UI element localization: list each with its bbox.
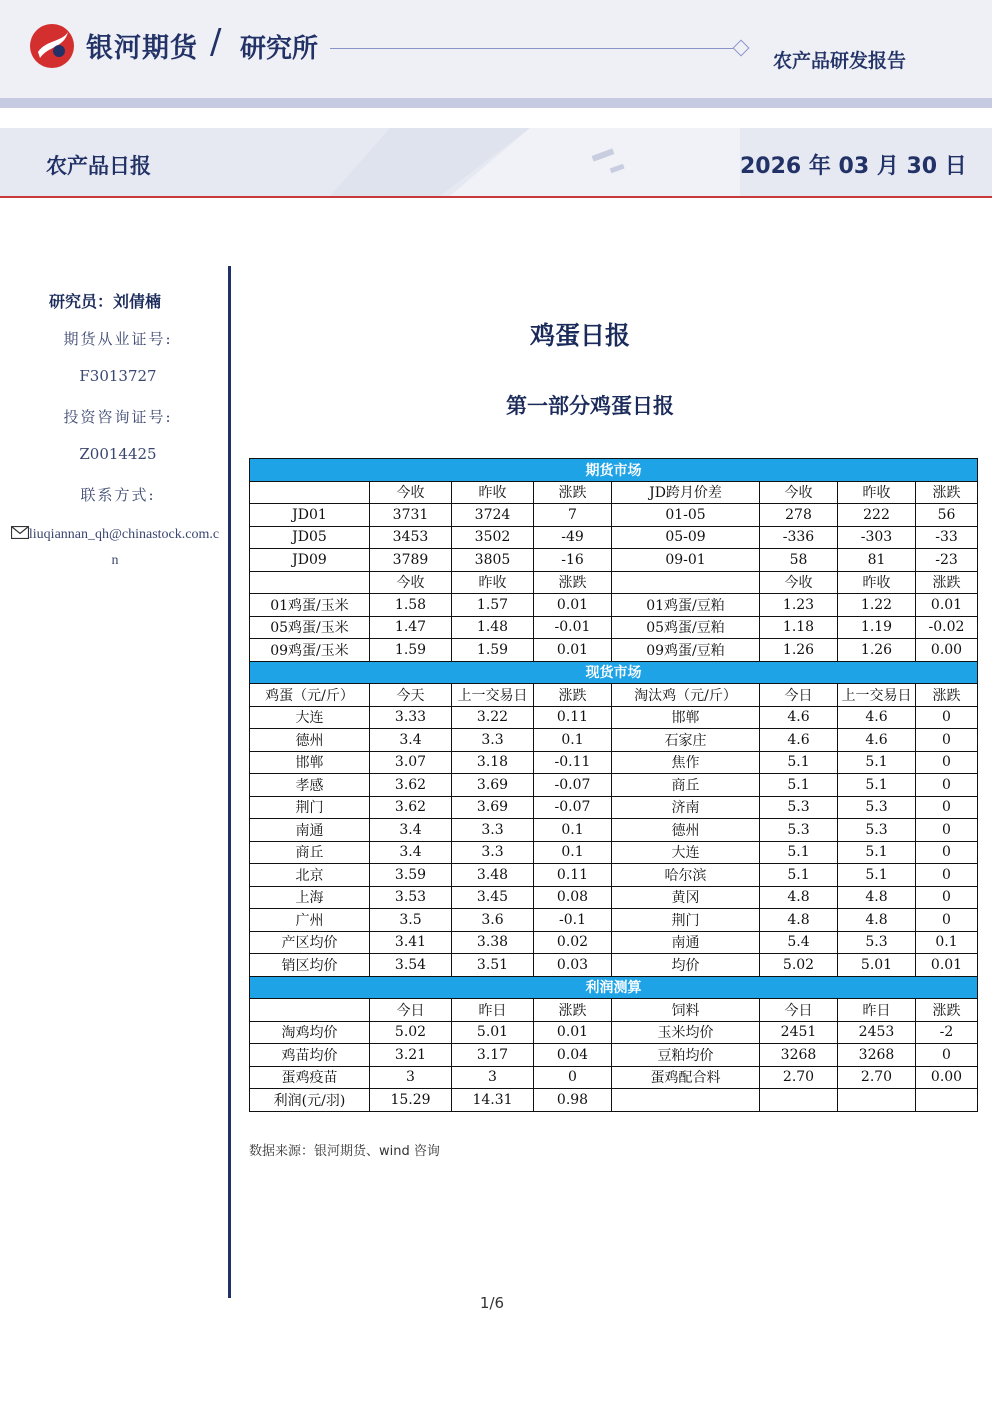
- table-cell: 3: [370, 1066, 452, 1089]
- table-cell: 今日: [760, 684, 838, 707]
- table-cell: 09-01: [612, 549, 760, 572]
- table-row: [250, 841, 978, 864]
- table-row: [250, 864, 978, 887]
- table-cell: 昨收: [452, 571, 534, 594]
- table-cell: 0.00: [916, 639, 978, 662]
- sidebar-divider: [228, 266, 231, 1298]
- table-cell: 5.1: [760, 751, 838, 774]
- table-cell: 09鸡蛋/玉米: [250, 639, 370, 662]
- table-cell: 4.6: [760, 706, 838, 729]
- table-cell: 3.07: [370, 751, 452, 774]
- table-cell: -303: [838, 526, 916, 549]
- table-cell: 15.29: [370, 1089, 452, 1112]
- table-cell: [250, 999, 370, 1022]
- table-cell: 昨收: [838, 481, 916, 504]
- table-cell: 昨收: [452, 481, 534, 504]
- table-cell: 3.3: [452, 729, 534, 752]
- table-row: [250, 504, 978, 527]
- table-cell: 3.18: [452, 751, 534, 774]
- table-cell: 3.22: [452, 706, 534, 729]
- section-title: 第一部分鸡蛋日报: [506, 394, 674, 418]
- table-cell: 3.6: [452, 909, 534, 932]
- table-row: [250, 549, 978, 572]
- table-cell: -2: [916, 1021, 978, 1044]
- table-cell: 81: [838, 549, 916, 572]
- table-cell: 北京: [250, 864, 370, 887]
- table-cell: 05鸡蛋/豆粕: [612, 616, 760, 639]
- table-cell: 5.1: [760, 841, 838, 864]
- license-label: 期货从业证号:: [63, 330, 173, 348]
- table-cell: 1.23: [760, 594, 838, 617]
- table-cell: 01鸡蛋/豆粕: [612, 594, 760, 617]
- consult-label: 投资咨询证号:: [63, 408, 173, 426]
- table-cell: 56: [916, 504, 978, 527]
- red-divider: [0, 196, 992, 198]
- table-cell: 2453: [838, 1021, 916, 1044]
- table-cell: [250, 481, 370, 504]
- table-cell: 3.41: [370, 931, 452, 954]
- table-cell: 7: [534, 504, 612, 527]
- table-cell: 5.3: [838, 819, 916, 842]
- table-cell: 5.1: [838, 774, 916, 797]
- table-cell: 今日: [370, 999, 452, 1022]
- table-cell: 0.01: [534, 1021, 612, 1044]
- spot-market-row: [250, 661, 978, 684]
- table-row: [250, 1021, 978, 1044]
- table-cell: 今天: [370, 684, 452, 707]
- table-row: [250, 909, 978, 932]
- table-row: [250, 706, 978, 729]
- table-cell: -33: [916, 526, 978, 549]
- table-cell: 0: [916, 729, 978, 752]
- table-cell: 4.8: [760, 909, 838, 932]
- header-bottom-bar: [0, 98, 992, 108]
- table-cell: 3268: [838, 1044, 916, 1067]
- table-cell: 0: [916, 841, 978, 864]
- table-cell: 涨跌: [916, 481, 978, 504]
- table-row: [250, 526, 978, 549]
- table-cell: 0: [916, 886, 978, 909]
- table-cell: 0.03: [534, 954, 612, 977]
- table-cell: 1.59: [452, 639, 534, 662]
- table-cell: -0.1: [534, 909, 612, 932]
- table-row: [250, 594, 978, 617]
- table-cell: 2.70: [838, 1066, 916, 1089]
- table-cell: 3.62: [370, 774, 452, 797]
- table-row: [250, 954, 978, 977]
- table-cell: 3.4: [370, 729, 452, 752]
- table-cell: 荆门: [612, 909, 760, 932]
- table-cell: [916, 1089, 978, 1112]
- table-cell: 1.47: [370, 616, 452, 639]
- table-cell: 5.02: [370, 1021, 452, 1044]
- table-cell: 0: [916, 796, 978, 819]
- table-cell: -23: [916, 549, 978, 572]
- table-cell: 大连: [612, 841, 760, 864]
- report-type: 农产品研发报告: [773, 50, 907, 72]
- table-cell: 1.22: [838, 594, 916, 617]
- table-cell: 5.1: [760, 864, 838, 887]
- table-cell: 0.11: [534, 706, 612, 729]
- table-cell: 09鸡蛋/豆粕: [612, 639, 760, 662]
- daily-label: 农产品日报: [46, 154, 151, 178]
- table-cell: 5.1: [760, 774, 838, 797]
- table-cell: 1.48: [452, 616, 534, 639]
- table-cell: 3.51: [452, 954, 534, 977]
- table-cell: 豆粕均价: [612, 1044, 760, 1067]
- table-cell: JD01: [250, 504, 370, 527]
- consult-number: Z0014425: [79, 445, 157, 463]
- table-cell: 0.02: [534, 931, 612, 954]
- table-cell: 05鸡蛋/玉米: [250, 616, 370, 639]
- table-cell: 0.08: [534, 886, 612, 909]
- table-cell: 德州: [250, 729, 370, 752]
- table-cell: [612, 1089, 760, 1112]
- table-row: [250, 1089, 978, 1112]
- table-cell: 济南: [612, 796, 760, 819]
- table-cell: 3.17: [452, 1044, 534, 1067]
- table-cell: 涨跌: [916, 684, 978, 707]
- table-cell: 0: [916, 751, 978, 774]
- table-cell: 4.6: [760, 729, 838, 752]
- table-cell: 222: [838, 504, 916, 527]
- table-cell: 278: [760, 504, 838, 527]
- table-cell: 蛋鸡疫苗: [250, 1066, 370, 1089]
- table-cell: 3.4: [370, 841, 452, 864]
- table-cell: JD05: [250, 526, 370, 549]
- table-cell: 0.00: [916, 1066, 978, 1089]
- table-cell: 3.21: [370, 1044, 452, 1067]
- table-cell: 4.6: [838, 729, 916, 752]
- table-cell: 0.01: [916, 594, 978, 617]
- table-cell: 荆门: [250, 796, 370, 819]
- table-cell: [250, 571, 370, 594]
- table-cell: 3731: [370, 504, 452, 527]
- table-cell: 鸡苗均价: [250, 1044, 370, 1067]
- contact-email-block: [10, 522, 220, 574]
- table-cell: 0.1: [534, 819, 612, 842]
- table-cell: 今收: [370, 571, 452, 594]
- table-cell: 涨跌: [534, 481, 612, 504]
- table-cell: 涨跌: [916, 999, 978, 1022]
- table-cell: -0.11: [534, 751, 612, 774]
- table-row: [250, 819, 978, 842]
- table-cell: 0.01: [534, 594, 612, 617]
- table-cell: 邯郸: [250, 751, 370, 774]
- table-cell: JD跨月价差: [612, 481, 760, 504]
- table-cell: 5.1: [838, 864, 916, 887]
- table-cell: 01-05: [612, 504, 760, 527]
- table-cell: 3.38: [452, 931, 534, 954]
- table-cell: 南通: [612, 931, 760, 954]
- table-cell: 上一交易日: [838, 684, 916, 707]
- table-cell: 3.4: [370, 819, 452, 842]
- table-cell: 3.69: [452, 796, 534, 819]
- table-cell: 5.01: [838, 954, 916, 977]
- table-cell: 1.19: [838, 616, 916, 639]
- table-cell: 今收: [760, 571, 838, 594]
- galaxy-logo-icon: [28, 22, 76, 70]
- table-cell: 孝感: [250, 774, 370, 797]
- table-cell: 黄冈: [612, 886, 760, 909]
- table-cell: JD09: [250, 549, 370, 572]
- table-row: [250, 751, 978, 774]
- table-cell: 2451: [760, 1021, 838, 1044]
- table-cell: 销区均价: [250, 954, 370, 977]
- table-cell: 5.1: [838, 751, 916, 774]
- table-cell: 3.5: [370, 909, 452, 932]
- table-cell: 0.01: [916, 954, 978, 977]
- license-number: F3013727: [79, 367, 157, 385]
- table-cell: 邯郸: [612, 706, 760, 729]
- table-cell: 淘鸡均价: [250, 1021, 370, 1044]
- table-cell: 涨跌: [534, 571, 612, 594]
- table-cell: 4.6: [838, 706, 916, 729]
- table-cell: 3268: [760, 1044, 838, 1067]
- table-cell: 3.45: [452, 886, 534, 909]
- futures-market-title: 期货市场: [250, 459, 978, 482]
- table-cell: 南通: [250, 819, 370, 842]
- table-cell: 5.3: [760, 796, 838, 819]
- mail-icon: [11, 526, 29, 539]
- table-cell: 4.8: [760, 886, 838, 909]
- table-cell: 3.53: [370, 886, 452, 909]
- table-cell: 3.48: [452, 864, 534, 887]
- table-row: [250, 774, 978, 797]
- table-cell: 1.57: [452, 594, 534, 617]
- table-cell: 3805: [452, 549, 534, 572]
- table-cell: 3.33: [370, 706, 452, 729]
- table-cell: -0.07: [534, 774, 612, 797]
- table-cell: 德州: [612, 819, 760, 842]
- table-row: [250, 796, 978, 819]
- table-cell: 0: [916, 774, 978, 797]
- table-cell: 广州: [250, 909, 370, 932]
- table-cell: 0: [916, 1044, 978, 1067]
- table-cell: 涨跌: [534, 999, 612, 1022]
- table-cell: 0.04: [534, 1044, 612, 1067]
- table-cell: 上海: [250, 886, 370, 909]
- profit-calc-row: [250, 976, 978, 999]
- table-cell: 上一交易日: [452, 684, 534, 707]
- table-cell: 5.01: [452, 1021, 534, 1044]
- table-cell: 5.4: [760, 931, 838, 954]
- table-cell: 0.11: [534, 864, 612, 887]
- table-cell: 0: [916, 864, 978, 887]
- table-cell: 5.02: [760, 954, 838, 977]
- table-cell: 3789: [370, 549, 452, 572]
- table-cell: 1.59: [370, 639, 452, 662]
- table-cell: [612, 571, 760, 594]
- analyst-name: 研究员：刘倩楠: [48, 292, 161, 311]
- table-cell: 5.3: [838, 796, 916, 819]
- table-row: [250, 616, 978, 639]
- table-cell: -0.01: [534, 616, 612, 639]
- document-title: 鸡蛋日报: [529, 321, 630, 350]
- brand-divider: /: [210, 22, 222, 62]
- table-cell: 石家庄: [612, 729, 760, 752]
- table-cell: [760, 1089, 838, 1112]
- data-source: 数据来源：银河期货、wind 咨询: [249, 1144, 440, 1159]
- table-cell: -16: [534, 549, 612, 572]
- table-cell: 58: [760, 549, 838, 572]
- table-cell: 5.3: [760, 819, 838, 842]
- table-cell: 1.58: [370, 594, 452, 617]
- table-cell: 商丘: [612, 774, 760, 797]
- table-cell: 利润(元/羽): [250, 1089, 370, 1112]
- table-cell: 5.1: [838, 841, 916, 864]
- table-cell: 商丘: [250, 841, 370, 864]
- table-row: [250, 886, 978, 909]
- table-cell: 鸡蛋（元/斤）: [250, 684, 370, 707]
- table-header-row: [250, 684, 978, 707]
- table-cell: 14.31: [452, 1089, 534, 1112]
- spot-market-title: 现货市场: [250, 661, 978, 684]
- table-row: [250, 1044, 978, 1067]
- table-cell: 昨日: [838, 999, 916, 1022]
- table-cell: 涨跌: [534, 684, 612, 707]
- table-cell: 玉米均价: [612, 1021, 760, 1044]
- table-cell: 3502: [452, 526, 534, 549]
- table-cell: 蛋鸡配合料: [612, 1066, 760, 1089]
- table-cell: 0: [916, 819, 978, 842]
- table-cell: 0: [916, 909, 978, 932]
- table-cell: 3: [452, 1066, 534, 1089]
- table-cell: 3.59: [370, 864, 452, 887]
- division-name: 研究所: [240, 34, 319, 64]
- table-cell: 4.8: [838, 909, 916, 932]
- table-cell: 0.1: [916, 931, 978, 954]
- profit-calc-title: 利润测算: [250, 976, 978, 999]
- table-cell: 5.3: [838, 931, 916, 954]
- table-header-row: [250, 999, 978, 1022]
- table-cell: 3.3: [452, 819, 534, 842]
- futures-market-row: [250, 459, 978, 482]
- table-cell: 昨收: [838, 571, 916, 594]
- table-cell: 0: [534, 1066, 612, 1089]
- table-cell: 涨跌: [916, 571, 978, 594]
- table-cell: 3.3: [452, 841, 534, 864]
- table-cell: 4.8: [838, 886, 916, 909]
- table-cell: 焦作: [612, 751, 760, 774]
- table-cell: 今日: [760, 999, 838, 1022]
- table-cell: 1.26: [838, 639, 916, 662]
- table-cell: [838, 1089, 916, 1112]
- table-cell: 3.69: [452, 774, 534, 797]
- table-cell: 3453: [370, 526, 452, 549]
- table-cell: 01鸡蛋/玉米: [250, 594, 370, 617]
- table-cell: 饲料: [612, 999, 760, 1022]
- table-cell: 0.98: [534, 1089, 612, 1112]
- table-row: [250, 1066, 978, 1089]
- table-cell: 哈尔滨: [612, 864, 760, 887]
- table-cell: 0: [916, 706, 978, 729]
- table-cell: 0.1: [534, 841, 612, 864]
- table-cell: 产区均价: [250, 931, 370, 954]
- table-cell: -49: [534, 526, 612, 549]
- header-rule: [330, 48, 735, 49]
- report-date: 2026 年 03 月 30 日: [740, 154, 967, 179]
- table-row: [250, 639, 978, 662]
- table-cell: 大连: [250, 706, 370, 729]
- table-cell: 淘汰鸡（元/斤）: [612, 684, 760, 707]
- table-cell: 3724: [452, 504, 534, 527]
- table-cell: 0.1: [534, 729, 612, 752]
- table-cell: 2.70: [760, 1066, 838, 1089]
- table-cell: 1.18: [760, 616, 838, 639]
- contact-email[interactable]: liuqiannan_qh@chinastock.com.cn: [28, 527, 220, 568]
- page-number: 1/6: [479, 1294, 505, 1312]
- table-row: [250, 729, 978, 752]
- table-cell: 05-09: [612, 526, 760, 549]
- brand-name: 银河期货: [86, 33, 198, 64]
- table-header-row: [250, 571, 978, 594]
- table-cell: 今收: [370, 481, 452, 504]
- table-cell: 3.54: [370, 954, 452, 977]
- egg-data-table: [249, 458, 978, 1112]
- table-cell: 今收: [760, 481, 838, 504]
- table-cell: 均价: [612, 954, 760, 977]
- band-decoration: [330, 128, 740, 196]
- table-cell: -0.07: [534, 796, 612, 819]
- table-cell: -336: [760, 526, 838, 549]
- table-cell: 0.01: [534, 639, 612, 662]
- table-cell: 1.26: [760, 639, 838, 662]
- table-cell: -0.02: [916, 616, 978, 639]
- contact-label: 联系方式:: [80, 486, 156, 504]
- table-row: [250, 931, 978, 954]
- table-cell: 昨日: [452, 999, 534, 1022]
- table-header-row: [250, 481, 978, 504]
- table-cell: 3.62: [370, 796, 452, 819]
